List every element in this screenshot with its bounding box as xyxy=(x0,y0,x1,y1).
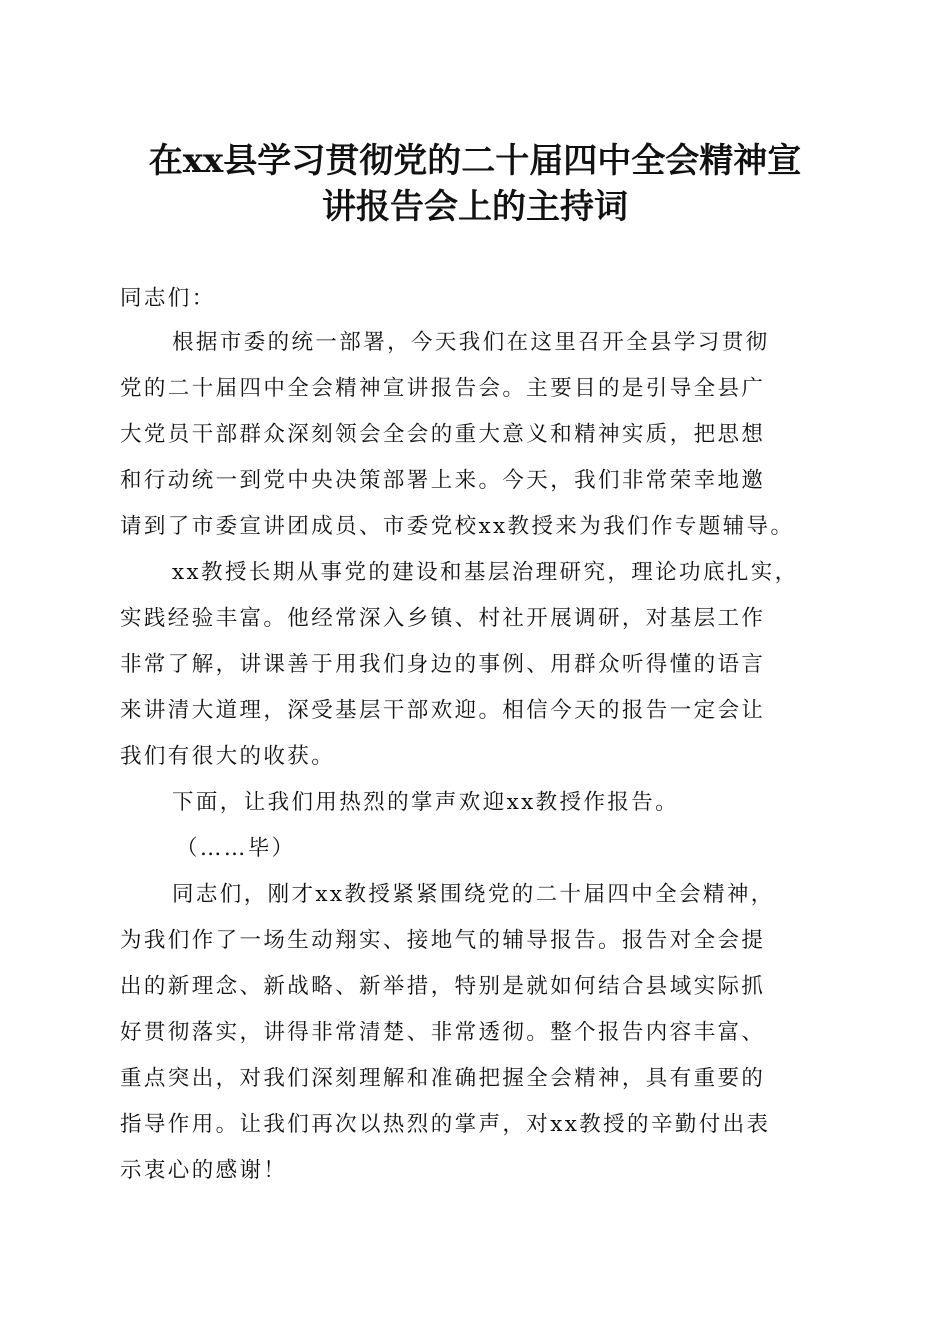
paragraph-2-line: 实践经验丰富。他经常深入乡镇、村社开展调研，对基层工作 xyxy=(120,606,766,631)
paragraph-2-line: xx教授长期从事党的建设和基层治理研究，理论功底扎实， xyxy=(172,560,799,585)
paragraph-5-line: 为我们作了一场生动翔实、接地气的辅导报告。报告对全会提 xyxy=(120,928,766,953)
paragraph-5-line: 同志们，刚才xx教授紧紧围绕党的二十届四中全会精神， xyxy=(172,882,775,907)
paragraph-5-line: 重点突出，对我们深刻理解和准确把握全会精神，具有重要的 xyxy=(120,1066,766,1091)
paragraph-1-line: 党的二十届四中全会精神宣讲报告会。主要目的是引导全县广 xyxy=(120,376,766,401)
paragraph-1-line: 根据市委的统一部署，今天我们在这里召开全县学习贯彻 xyxy=(172,330,770,355)
paragraph-5-line: 出的新理念、新战略、新举措，特别是就如何结合县域实际抓 xyxy=(120,974,766,999)
paragraph-2-line: 我们有很大的收获。 xyxy=(120,744,336,769)
paragraph-5-line: 示衷心的感谢！ xyxy=(120,1158,288,1183)
paragraph-5-line: 好贯彻落实，讲得非常清楚、非常透彻。整个报告内容丰富、 xyxy=(120,1020,766,1045)
paragraph-1-line: 和行动统一到党中央决策部署上来。今天，我们非常荣幸地邀 xyxy=(120,468,766,493)
paragraph-1-line: 请到了市委宣讲团成员、市委党校xx教授来为我们作专题辅导。 xyxy=(120,514,795,539)
document-title-line-2: 讲报告会上的主持词 xyxy=(322,187,628,227)
paragraph-2-line: 来讲清大道理，深受基层干部欢迎。相信今天的报告一定会让 xyxy=(120,698,766,723)
document-title-line-1: 在xx县学习贯彻党的二十届四中全会精神宣 xyxy=(148,141,802,181)
paragraph-1-line: 大党员干部群众深刻领会全会的重大意义和精神实质，把思想 xyxy=(120,422,766,447)
paragraph-4-aside: （……毕） xyxy=(176,836,296,861)
paragraph-2-line: 非常了解，讲课善于用我们身边的事例、用群众听得懂的语言 xyxy=(120,652,766,677)
paragraph-3: 下面，让我们用热烈的掌声欢迎xx教授作报告。 xyxy=(172,790,680,815)
paragraph-5-line: 指导作用。让我们再次以热烈的掌声，对xx教授的辛勤付出表 xyxy=(120,1112,771,1137)
greeting: 同志们： xyxy=(120,286,216,311)
